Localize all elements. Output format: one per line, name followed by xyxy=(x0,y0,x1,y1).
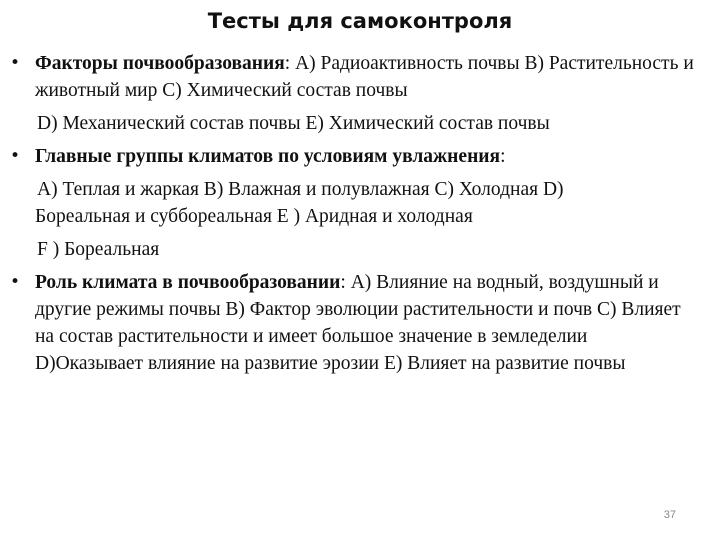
slide-body xyxy=(10,50,695,383)
question-separator: : xyxy=(340,272,351,293)
bullet-icon: • xyxy=(10,272,21,292)
bullet-icon: • xyxy=(10,53,21,73)
question-text: Факторы почвообразования xyxy=(35,53,285,74)
slide-title: Тесты для самоконтроля xyxy=(207,9,513,33)
bullet-icon: • xyxy=(10,146,21,166)
question-text: Главные группы климатов по условиям увлажнения xyxy=(35,146,501,167)
answer-options-continued: F ) Бореальная xyxy=(37,239,160,260)
question-text: Роль климата в почвообразовании xyxy=(35,272,341,293)
answer-options-continued: Бореальная и суббореальная E ) Аридная и холодная xyxy=(35,206,473,227)
answer-options: A) Радиоактивность почвы B) Растительность и животный мир C) Химический состав почвы xyxy=(35,53,694,101)
list-item xyxy=(10,269,695,377)
list-item xyxy=(10,50,695,137)
answer-options-continued: A) Теплая и жаркая B) Влажная и полувлажная C) Холодная D) xyxy=(37,179,564,200)
page-number: 37 xyxy=(663,509,676,521)
question-separator: : xyxy=(284,53,296,74)
question-separator: : xyxy=(500,146,506,167)
answer-options: A) Влияние на водный, воздушный и другие режимы почвы B) Фактор эволюции растительности и почв C) Влияет на состав растительности и имеет большое значение в земледелии D)Оказывает влияние на развитие эрозии E) Влияет на развитие почвы xyxy=(35,272,681,374)
list-item xyxy=(10,143,695,263)
answer-options-continued: D) Механический состав почвы E) Химический состав почвы xyxy=(37,113,550,134)
